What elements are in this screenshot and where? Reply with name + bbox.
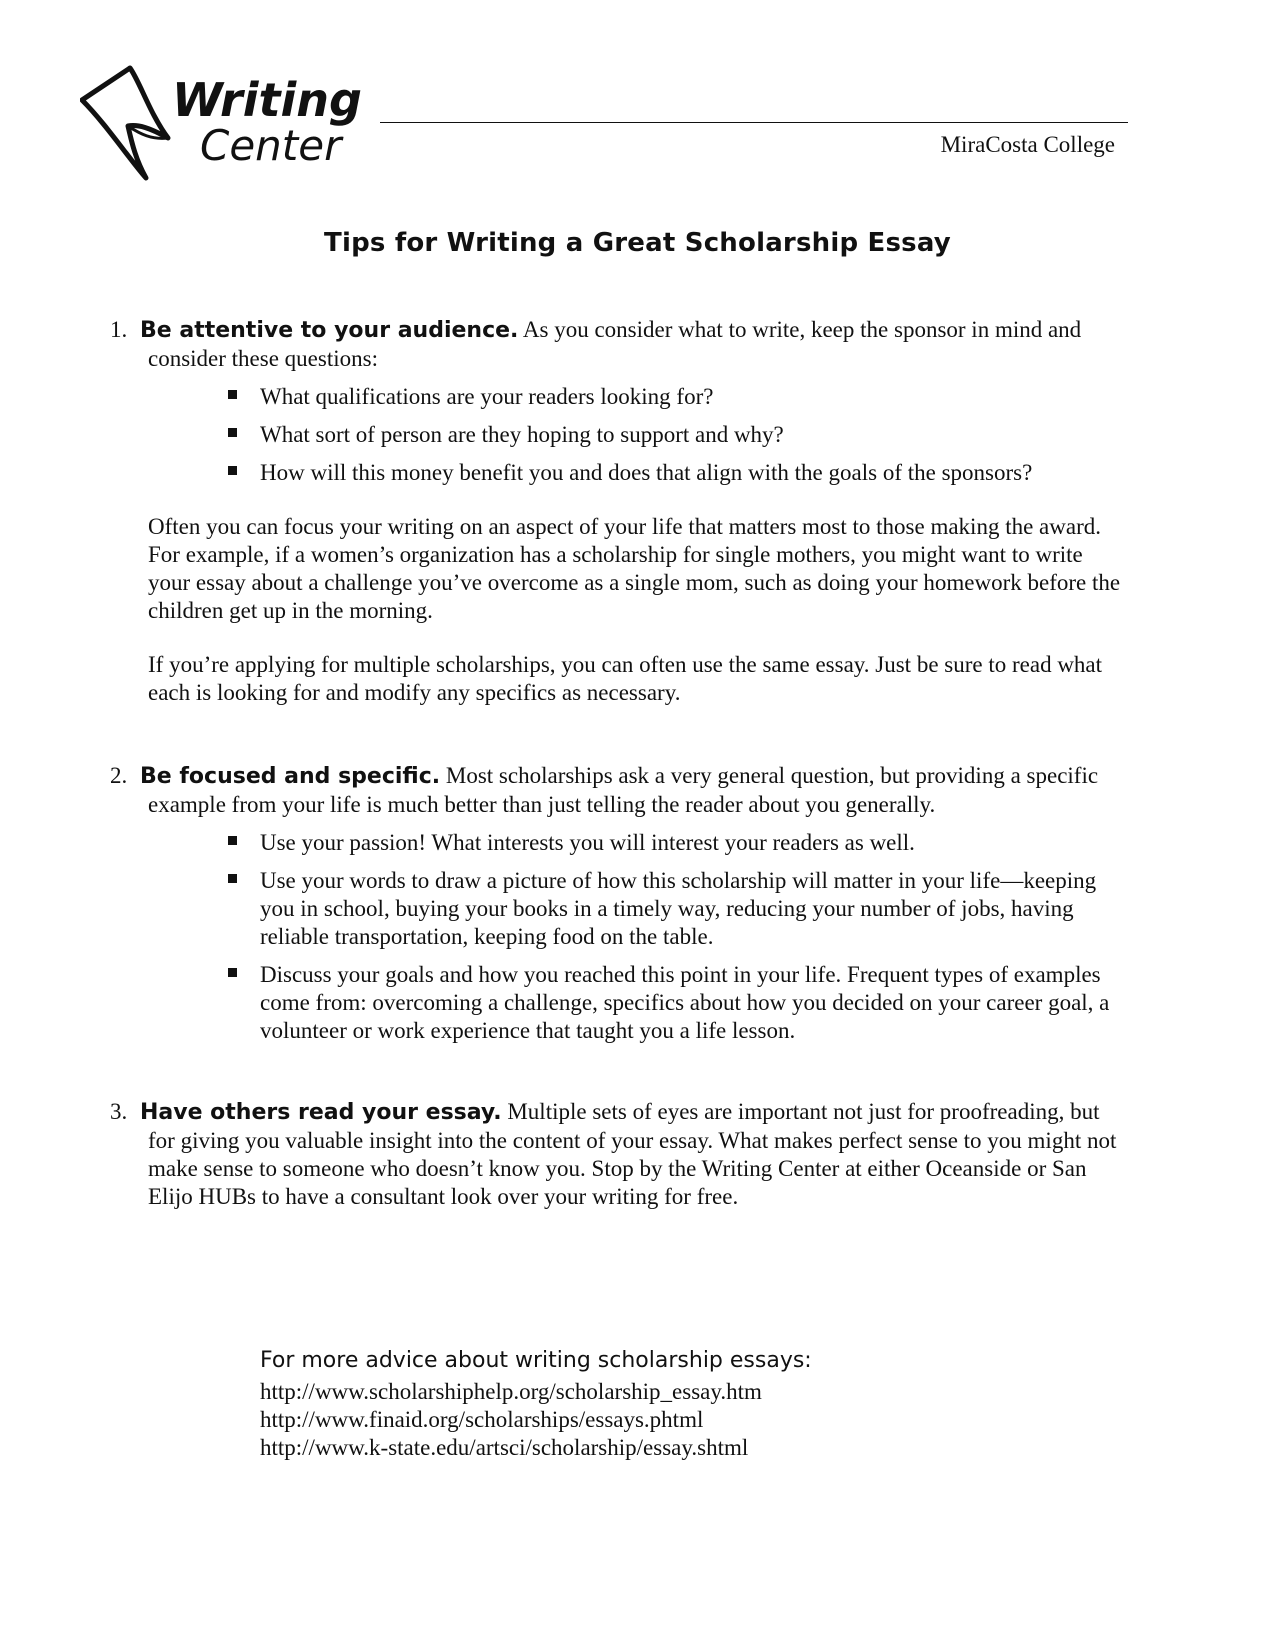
tip-2-heading	[110, 762, 1130, 819]
advice-link-kstate[interactable]: http://www.k-state.edu/artsci/scholarship/essay.shtml	[260, 1435, 749, 1460]
header-divider	[380, 122, 1128, 123]
tip-3-heading	[110, 1098, 1130, 1211]
list-item	[260, 829, 1130, 857]
paragraph: Often you can focus your writing on an aspect of your life that matters most to those making the award. For example, if a women’s organization has a scholarship for single mothers, you might want to write your essay about a challenge you’ve overcome as a single mom, such as doing your homework before the children get up in the morning.	[148, 514, 1121, 623]
logo-line-writing: Writing	[172, 73, 362, 127]
question-list	[110, 383, 1130, 487]
tip-number: 2.	[110, 763, 128, 788]
book-logo-icon	[80, 64, 370, 184]
list-item	[260, 383, 1130, 411]
list-item	[260, 421, 1130, 449]
tip-section-1	[110, 316, 1130, 707]
square-bullet-icon	[228, 466, 237, 475]
list-item-text: What qualifications are your readers looking for?	[260, 384, 714, 409]
square-bullet-icon	[228, 874, 237, 883]
tip-body: Most scholarships ask a very general question, but providing a specific example from your life is much better than just telling the reader about you generally.	[148, 763, 1099, 817]
tip-section-3	[110, 1098, 1130, 1211]
tip-number: 3.	[110, 1099, 128, 1124]
logo-line-center: Center	[200, 121, 342, 170]
college-name: MiraCosta College	[940, 132, 1115, 157]
square-bullet-icon	[228, 968, 237, 977]
tip-lead: Be focused and specific.	[140, 764, 441, 789]
tip-body: As you consider what to write, keep the sponsor in mind and consider these questions:	[148, 317, 1082, 371]
advice-heading: For more advice about writing scholarship essays:	[260, 1348, 812, 1373]
square-bullet-icon	[228, 836, 237, 845]
writing-center-logo	[80, 64, 370, 184]
tip-1-heading	[110, 316, 1130, 373]
advice-link-scholarshiphelp[interactable]: http://www.scholarshiphelp.org/scholarship_essay.htm	[260, 1379, 762, 1404]
document-title: Tips for Writing a Great Scholarship Essay	[324, 228, 951, 258]
list-item-text: Use your passion! What interests you will interest your readers as well.	[260, 830, 915, 855]
tip-lead: Have others read your essay.	[140, 1100, 502, 1125]
list-item	[260, 459, 1130, 487]
tip-number: 1.	[110, 317, 128, 342]
list-item-text: What sort of person are they hoping to support and why?	[260, 422, 784, 447]
square-bullet-icon	[228, 428, 237, 437]
paragraph: If you’re applying for multiple scholarships, you can often use the same essay. Just be sure to read what each is looking for and modify any specifics as necessary.	[148, 652, 1103, 705]
list-item-text: Discuss your goals and how you reached this point in your life. Frequent types of examples come from: overcoming a challenge, specifics about how you decided on your career goal, a volunteer or work experience that taught you a life lesson.	[260, 962, 1110, 1043]
tip-body: Multiple sets of eyes are important not just for proofreading, but for giving you valuable insight into the content of your essay. What makes perfect sense to you might not make sense to someone who doesn’t know you. Stop by the Writing Center at either Oceanside or San Elijo HUBs to have a consultant look over your writing for free.	[148, 1099, 1117, 1209]
tip-lead: Be attentive to your audience.	[140, 318, 519, 343]
list-item-text: Use your words to draw a picture of how this scholarship will matter in your life—keeping you in school, buying your books in a timely way, reducing your number of jobs, having reliable transportation, keeping food on the table.	[260, 868, 1097, 949]
list-item-text: How will this money benefit you and does that align with the goals of the sponsors?	[260, 460, 1033, 485]
advice-link-finaid[interactable]: http://www.finaid.org/scholarships/essays.phtml	[260, 1407, 704, 1432]
tips-list	[110, 829, 1130, 1045]
list-item	[260, 867, 1130, 951]
tip-section-2	[110, 762, 1130, 1055]
list-item	[260, 961, 1130, 1045]
advice-block	[260, 1346, 1060, 1462]
square-bullet-icon	[228, 390, 237, 399]
